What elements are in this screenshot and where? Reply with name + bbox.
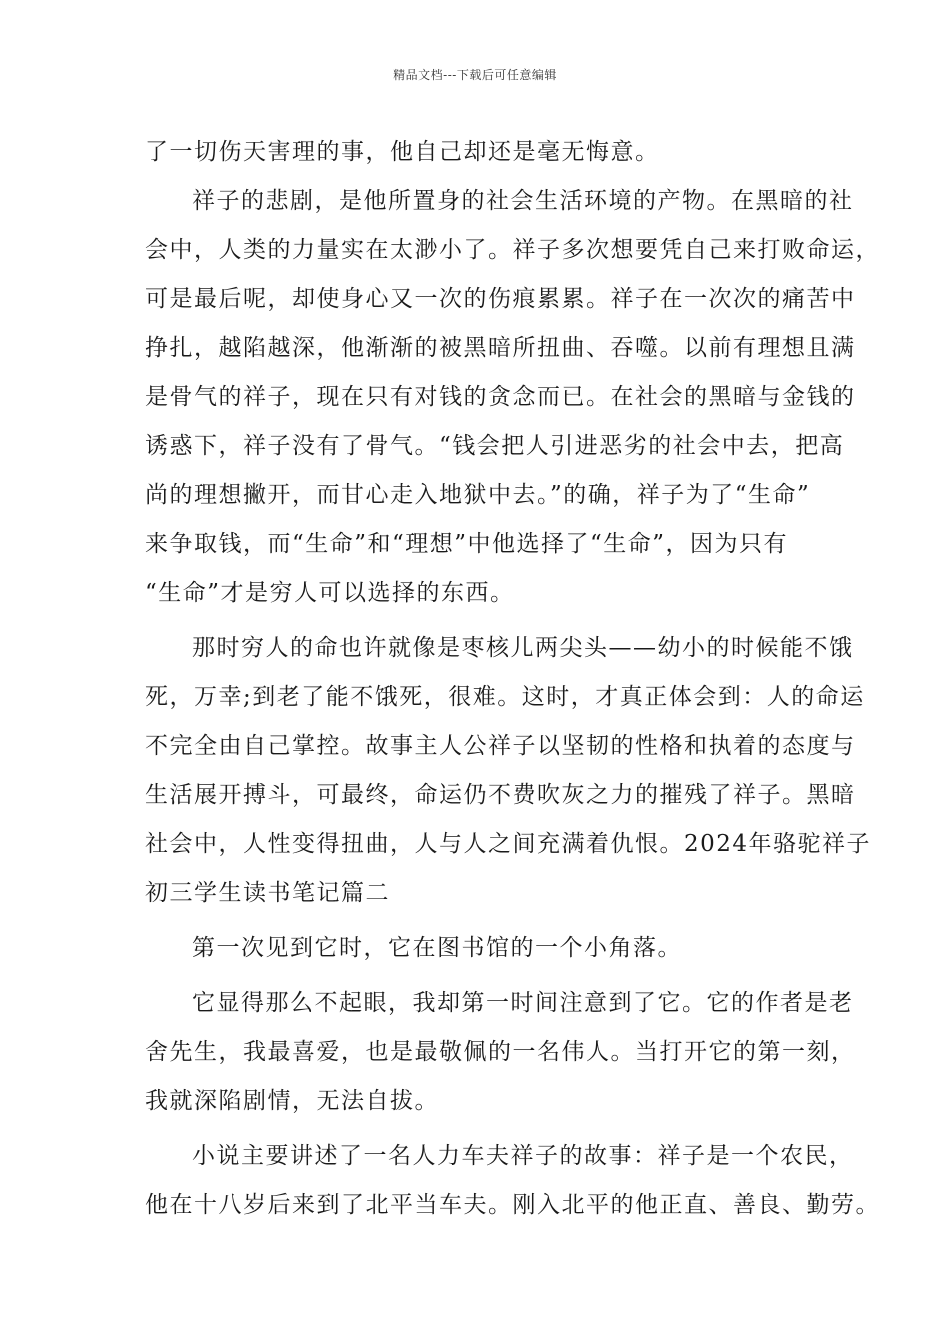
text-line: 来争取钱，而“生命”和“理想”中他选择了“生命”，因为只有	[145, 531, 789, 557]
text-line: 初三学生读书笔记篇二	[145, 880, 390, 906]
text-line: 第一次见到它时，它在图书馆的一个小角落。	[192, 935, 682, 961]
text-line: “生命”才是穷人可以选择的东西。	[145, 580, 515, 606]
text-line: 会中，人类的力量实在太渺小了。祥子多次想要凭自己来打败命运，	[145, 237, 880, 263]
text-line: 小说主要讲述了一名人力车夫祥子的故事：祥子是一个农民，	[192, 1143, 854, 1169]
text-line: 尚的理想撇开，而甘心走入地狱中去。”的确，祥子为了“生命”	[145, 482, 811, 508]
text-line: 它显得那么不起眼，我却第一时间注意到了它。它的作者是老	[192, 990, 854, 1016]
text-line: 可是最后呢，却使身心又一次的伤痕累累。祥子在一次次的痛苦中	[145, 286, 856, 312]
text-line: 他在十八岁后来到了北平当车夫。刚入北平的他正直、善良、勤劳。	[145, 1192, 880, 1218]
text-line: 诱惑下，祥子没有了骨气。“钱会把人引进恶劣的社会中去，把高	[145, 433, 845, 459]
text-line: 挣扎，越陷越深，他渐渐的被黑暗所扭曲、吞噬。以前有理想且满	[145, 335, 856, 361]
page-header: 精品文档---下载后可任意编辑	[393, 68, 557, 82]
text-line: 了一切伤天害理的事，他自己却还是毫无悔意。	[145, 139, 660, 165]
text-line: 是骨气的祥子，现在只有对钱的贪念而已。在社会的黑暗与金钱的	[145, 384, 856, 410]
text-line: 社会中，人性变得扭曲，人与人之间充满着仇恨。2024年骆驼祥子	[145, 831, 872, 857]
text-line: 我就深陷剧情，无法自拔。	[145, 1088, 439, 1114]
text-line: 死，万幸;到老了能不饿死，很难。这时，才真正体会到：人的命运	[145, 684, 865, 710]
text-line: 生活展开搏斗，可最终，命运仍不费吹灰之力的摧残了祥子。黑暗	[145, 782, 856, 808]
text-line: 那时穷人的命也许就像是枣核儿两尖头——幼小的时候能不饿	[192, 635, 854, 661]
text-line: 不完全由自己掌控。故事主人公祥子以坚韧的性格和执着的态度与	[145, 733, 856, 759]
text-line: 祥子的悲剧，是他所置身的社会生活环境的产物。在黑暗的社	[192, 188, 854, 214]
text-line: 舍先生，我最喜爱，也是最敬佩的一名伟人。当打开它的第一刻，	[145, 1039, 856, 1065]
